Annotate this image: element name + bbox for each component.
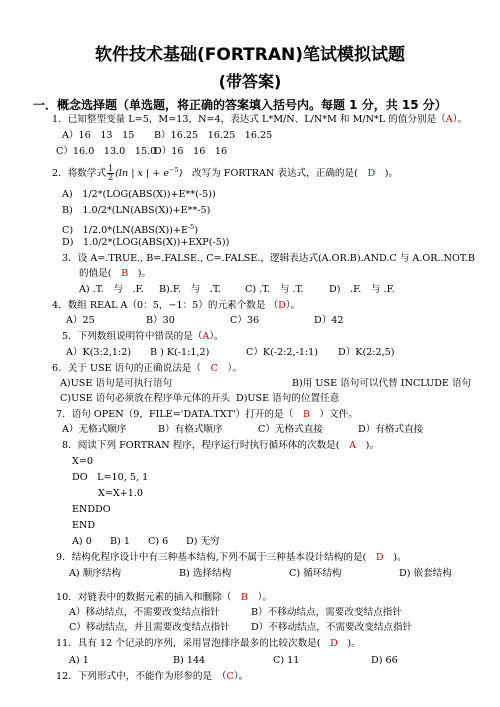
option-b: B) 144: [173, 655, 206, 666]
question-7-stem: [56, 409, 358, 421]
option-d: D) 嵌套结构: [399, 568, 452, 579]
question-11-options: [69, 655, 431, 667]
option-c: C)USE 语句必须放在程序单元体的开头: [60, 393, 231, 404]
question-1-stem: [52, 114, 467, 126]
question-1-text-end: ）。: [452, 114, 468, 125]
option-a: A）25: [66, 315, 95, 326]
question-6-text-end: ）。: [227, 363, 242, 374]
option-b: B）30: [146, 315, 175, 326]
section-heading: 一．概念选择题（单选题，将正确的答案填入括号内。每题 1 分，共 15 分）: [33, 98, 447, 112]
question-3-stem: 3．设 A=.TRUE., B=.FALSE., C=.FALSE.，逻辑表达式(A.OR.B).AND.C 与 A.OR..NOT.B: [62, 253, 475, 264]
option-a: A）无格式顺序: [62, 424, 127, 435]
question-10-options-2: [69, 622, 421, 634]
question-1-options: [62, 130, 300, 142]
question-1-text: 1．已知整型变量 L=5，M=13，N=4，表达式 L*M/N、L/N*M 和 M/N*L 的值分别是（: [52, 114, 446, 125]
code-line: X=0: [72, 456, 93, 467]
option-b: B）不移动结点，需要改变结点指针: [251, 607, 402, 618]
question-5-stem: [62, 331, 224, 343]
question-6-answer: C: [210, 363, 218, 374]
question-10-options: [69, 607, 421, 619]
question-6-stem: [52, 363, 242, 375]
question-5-text: 5．下列数组说明符中错误的是（: [62, 331, 203, 342]
option-a: A) 顺序结构: [69, 568, 122, 579]
fraction-numerator: 1: [108, 164, 114, 174]
question-2-text: 2．将数学式: [52, 168, 107, 180]
question-3-text: 的值是(: [79, 268, 112, 279]
question-8-answer: A: [349, 440, 357, 451]
option-b: B) 1: [110, 536, 130, 547]
question-7-text-end: ）文件。: [319, 409, 358, 420]
question-12-answer: C: [226, 671, 234, 682]
question-12-text: 12．下列形式中，不能作为形参的是 （: [56, 671, 227, 682]
question-1-answer: A: [445, 114, 453, 125]
option-b: B）16.25 16.25 16.25: [154, 130, 273, 141]
option-b: B) 1.0/2*(LN(ABS(X))+E**-5): [62, 205, 211, 216]
question-3-options: [79, 284, 409, 296]
option-d: D）K(2:2,5): [338, 347, 395, 358]
question-4-options: [66, 315, 374, 327]
question-11-answer: D: [330, 638, 338, 649]
question-6-options: [60, 378, 472, 390]
option-b: B ) K(-1:1,2): [150, 347, 210, 358]
page-title: 软件技术基础(FORTRAN)笔试模拟试题: [94, 45, 405, 65]
question-5-options: [66, 347, 408, 359]
question-4-answer: D: [278, 300, 286, 311]
code-line: DO L=10, 5, 1: [72, 472, 149, 483]
question-4-text-end: ）。: [285, 300, 301, 311]
option-b: B) 选择结构: [179, 568, 232, 579]
option-d: D）16 16 16: [154, 146, 228, 157]
question-7-options: [62, 424, 438, 436]
option-a: A) 1: [69, 655, 89, 666]
code-line: X=X+1.0: [98, 488, 143, 499]
question-2-text-mid: 改写为 FORTRAN 表达式，正确的是(: [191, 168, 358, 180]
formula-fraction: [107, 165, 114, 182]
option-c: [62, 221, 198, 237]
option-a: A) 1/2*(LOG(ABS(X))+E**(-5)): [62, 189, 216, 200]
formula-body: (ln | x | + e: [115, 168, 170, 180]
option-c: C）无格式直接: [258, 424, 323, 435]
option-c: C）16.0 13.0 15.0: [56, 146, 157, 157]
question-10-text: 10．对链表中的数据元素的插入和删除（: [56, 592, 232, 603]
code-line: ENDDO: [72, 504, 111, 515]
question-9-stem: [56, 552, 407, 564]
option-a: A）16 13 15: [62, 130, 135, 141]
formula-close: ): [178, 168, 183, 180]
question-2-answer: D: [367, 168, 376, 180]
option-d: D）42: [314, 315, 344, 326]
option-c: C) .T. 与 .T.: [245, 284, 304, 295]
question-10-answer: B: [240, 592, 248, 603]
question-8-options: [72, 536, 236, 548]
question-6-options-2: [60, 393, 356, 405]
option-c: C) 6: [148, 536, 169, 547]
question-9-text: 9．结构化程序设计中有三种基本结构,下列不属于三种基本设计结构的是(: [56, 552, 367, 563]
question-12-stem: [56, 671, 248, 683]
question-8-text: 8．阅读下列 FORTRAN 程序，程序运行时执行循环体的次数是(: [62, 440, 340, 451]
question-7-answer: B: [302, 409, 310, 420]
option-b: B).F. 与 .T.: [159, 284, 221, 295]
option-c-close: ): [194, 225, 199, 237]
option-c: C）移动结点，并且需要改变结点指针: [69, 622, 230, 633]
fraction-denominator: 2: [108, 173, 114, 183]
question-3-answer: B: [121, 268, 129, 279]
option-a: A）K(3:2,1:2): [66, 347, 132, 358]
option-c-exponent: -5: [187, 223, 195, 231]
option-b: B）有格式顺序: [158, 424, 223, 435]
question-6-text: 6．关于 USE 语句的正确说法是（: [52, 363, 201, 374]
option-d: D）不移动结点，不需要改变结点指针: [251, 622, 413, 633]
question-12-text-end: ）。: [233, 671, 249, 682]
option-c: C）K(-2:2,-1:1): [246, 347, 318, 358]
question-4-stem: [52, 300, 300, 312]
option-a: A）移动结点，不需要改变结点指针: [69, 607, 220, 618]
option-d: D) 1.0/2*(LOG(ABS(X))+EXP(-5)): [62, 237, 230, 248]
formula-exponent: −5: [169, 166, 179, 174]
option-d: D)USE 语句的位置任意: [236, 393, 340, 404]
question-11-text: 11．具有 12 个记录的序列，采用冒泡排序最多的比较次数是(: [56, 638, 321, 649]
option-c-text: C) 1/2.0*(LN(ABS(X))+E: [62, 225, 188, 237]
question-3-text-end: )。: [137, 268, 152, 279]
question-11-text-end: )。: [347, 638, 361, 649]
option-a: A) 0: [72, 536, 92, 547]
question-5-answer: A: [202, 331, 210, 342]
question-3-stem-2: [79, 268, 151, 280]
question-10-stem: [56, 592, 272, 604]
option-a: A)USE 语句是可执行语句: [60, 378, 173, 389]
question-7-text: 7．语句 OPEN（9，FILE='DATA.TXT'）打开的是（: [56, 409, 294, 420]
question-9-options: [69, 568, 469, 580]
question-8-stem: [62, 440, 379, 452]
question-8-text-end: )。: [365, 440, 379, 451]
page-subtitle: (带答案): [218, 72, 282, 91]
option-b: B)用 USE 语句可以代替 INCLUDE 语句: [292, 378, 472, 389]
question-11-stem: [56, 638, 361, 650]
question-4-text: 4．数组 REAL A（0：5，−1：5）的元素个数是 （: [52, 300, 279, 311]
question-1-options-2: [56, 146, 274, 158]
option-d: D) 66: [371, 655, 398, 666]
question-9-answer: D: [375, 552, 384, 563]
option-c: C) 循环结构: [289, 568, 342, 579]
code-line: END: [72, 520, 96, 531]
option-a: A) .T. 与 .F.: [79, 284, 144, 295]
option-c: C) 11: [273, 655, 300, 666]
question-9-text-end: )。: [393, 552, 407, 563]
option-d: D) 无穷: [186, 536, 220, 547]
option-d: D）有格式直接: [358, 424, 424, 435]
question-2-text-end: )。: [384, 168, 399, 180]
question-5-text-end: ）。: [209, 331, 224, 342]
question-2-stem: [52, 164, 398, 182]
option-d: D) .F. 与 .F.: [329, 284, 395, 295]
question-10-text-end: ）。: [257, 592, 272, 603]
option-c: C）36: [230, 315, 260, 326]
